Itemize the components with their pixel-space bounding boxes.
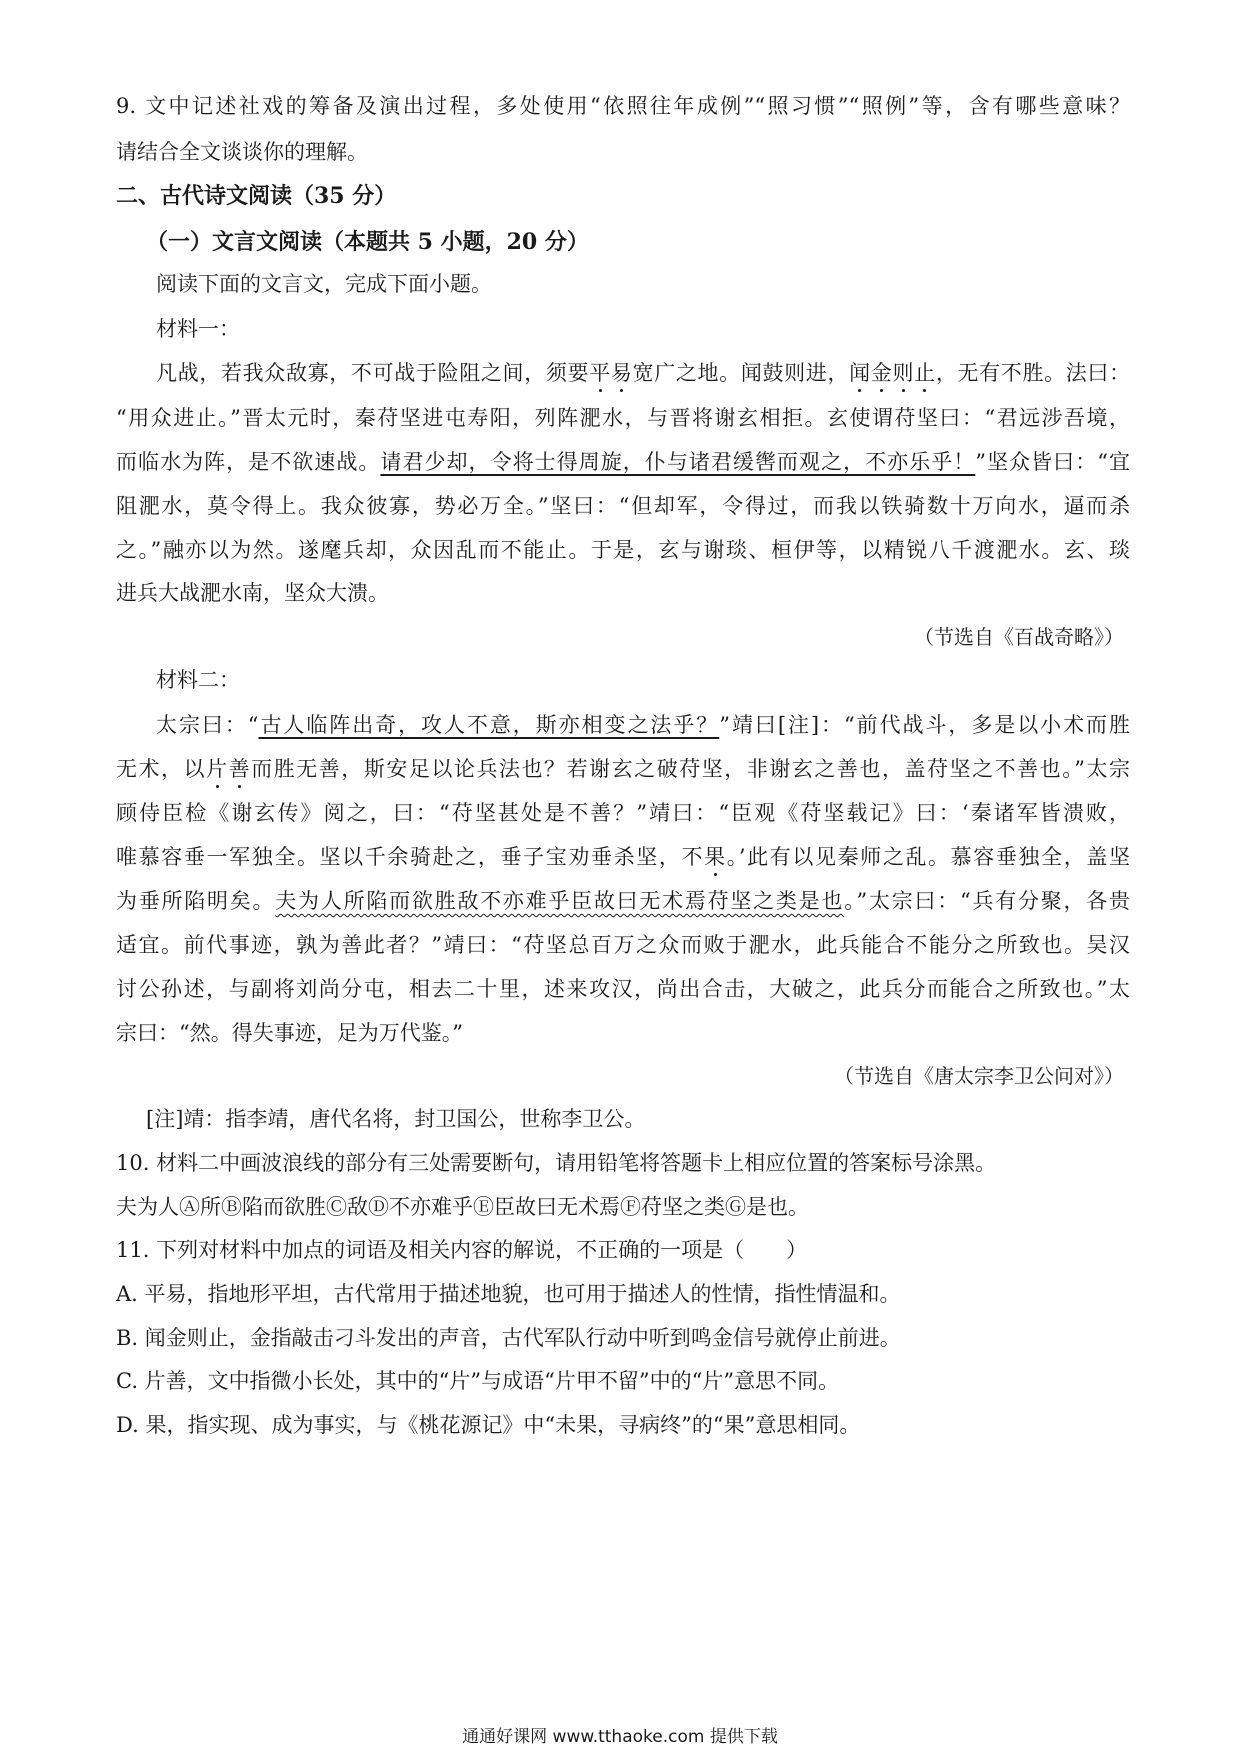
material2-label: 材料二： — [156, 668, 240, 692]
instruction: 阅读下面的文言文，完成下面小题。 — [156, 272, 492, 296]
emphasis-dot-char: 金 — [870, 361, 893, 385]
material1-label: 材料一： — [156, 317, 240, 341]
text-run: 而临水为阵，是不欲速战。 — [116, 450, 381, 474]
q10-sentence: 夫为人Ⓐ所Ⓑ陷而欲胜Ⓒ敌Ⓓ不亦难乎Ⓔ臣故曰无术焉Ⓕ苻坚之类Ⓖ是也。 — [116, 1195, 809, 1219]
emphasis-dot-char: 片 — [206, 757, 229, 781]
section-title: 二、古代诗文阅读（35 分） — [116, 183, 397, 209]
material2-line-7: 讨公孙述，与副将刘尚分屯，相去二十里，述来攻汉，尚出合击，大破之，此兵分而能合之所致也。”太 — [116, 977, 1130, 1001]
material2-line-4 — [116, 842, 1130, 872]
q11-stem: 11. 下列对材料中加点的词语及相关内容的解说，不正确的一项是（ ） — [116, 1238, 808, 1262]
q11-option-b: B. 闻金则止，金指敲击刁斗发出的声音，古代军队行动中听到鸣金信号就停止前进。 — [116, 1326, 901, 1350]
q11-option-d: D. 果，指实现、成为事实，与《桃花源记》中“未果，寻病终”的“果”意思相同。 — [116, 1413, 861, 1437]
emphasis-dot-char: 果 — [704, 845, 727, 869]
material1-line-5: 之。”融亦以为然。遂麾兵却，众因乱而不能止。于是，玄与谢琰、桓伊等，以精锐八千渡淝水。玄、琰 — [116, 538, 1130, 562]
material1-line-6: 进兵大战淝水南，坚众大溃。 — [116, 581, 389, 605]
q11-option-c: C. 片善，文中指微小长处，其中的“片”与成语“片甲不留”中的“片”意思不同。 — [116, 1369, 840, 1393]
emphasis-dot-char: 易 — [610, 361, 633, 385]
text-run: 。’此有以见秦师之乱。慕容垂独全，盖坚 — [726, 845, 1131, 869]
text-run: 为垂所陷明矣。 — [116, 889, 276, 913]
material2-line-5 — [116, 886, 1130, 916]
text-run: 凡战，若我众敌寡，不可战于险阻之间，须要 — [156, 361, 590, 385]
text-run: 宽广之地。闻鼓则进， — [632, 361, 850, 385]
material2-line-1 — [156, 710, 1130, 740]
emphasis-dot-char: 则 — [892, 361, 915, 385]
material1-line-1 — [156, 358, 1130, 388]
material1-line-2: “用众进止。”晋太元时，秦苻坚进屯寿阳，列阵淝水，与晋将谢玄相拒。玄使谓苻坚曰：“君远涉吾境， — [116, 406, 1130, 430]
material2-line-2 — [116, 754, 1130, 784]
sub-section-title: （一）文言文阅读（本题共 5 小题，20 分） — [146, 229, 589, 255]
dotted-word-pianshan — [206, 757, 251, 781]
material2-line-3: 顾侍臣检《谢玄传》阅之，曰：“苻坚甚处是不善？”靖曰：“臣观《苻坚载记》曰：‘秦诸军皆溃败， — [116, 801, 1130, 825]
text-run: ”坚众皆曰：“宜 — [975, 450, 1130, 474]
material2-line-6: 适宜。前代事迹，孰为善此者？”靖曰：“苻坚总百万之众而败于淝水，此兵能合不能分之所致也。吴汉 — [116, 933, 1130, 957]
material2-line-8: 宗曰：“然。得失事迹，足为万代鉴。” — [116, 1021, 463, 1045]
q9-line-2: 请结合全文谈谈你的理解。 — [116, 140, 368, 164]
text-run: 而胜无善，斯安足以论兵法也？若谢玄之破苻坚，非谢玄之善也，盖苻坚之不善也。”太宗 — [251, 757, 1131, 781]
material1-line-3 — [116, 447, 1130, 477]
annotation-note: [注]靖：指李靖，唐代名将，封卫国公，世称李卫公。 — [146, 1107, 646, 1131]
text-run: 太宗曰：“ — [156, 713, 259, 737]
material1-source: （节选自《百战奇略》） — [914, 625, 1124, 649]
dotted-word-guo — [704, 845, 727, 869]
emphasis-dot-char: 闻 — [849, 361, 871, 385]
text-run: 无术，以 — [116, 757, 207, 781]
dotted-word-wenjin — [849, 361, 936, 385]
material2-source: （节选自《唐太宗李卫公问对》） — [834, 1064, 1124, 1088]
emphasis-dot-char: 平 — [589, 361, 611, 385]
text-run: 。”太宗曰：“兵有分聚，各贵 — [844, 889, 1131, 913]
material1-line-4: 阻淝水，莫令得上。我众彼寡，势必万全。”坚曰：“但却军，令得过，而我以铁骑数十万向水，逼而杀 — [116, 494, 1130, 518]
dotted-word-pingyi — [589, 361, 632, 385]
underlined-sentence: 古人临阵出奇，攻人不意，斯亦相变之法乎？ — [258, 713, 720, 737]
underlined-sentence: 请君少却，令将士得周旋，仆与诸君缓辔而观之，不亦乐乎！ — [380, 450, 976, 474]
text-run: ”靖曰[注]：“前代战斗，多是以小术而胜 — [719, 713, 1130, 737]
q11-option-a: A. 平易，指地形平坦，古代常用于描述地貌，也可用于描述人的性情，指性情温和。 — [116, 1282, 901, 1306]
q9-line-1: 9. 文中记述社戏的筹备及演出过程，多处使用“依照往年成例”“照习惯”“照例”等，含有哪些意味？ — [116, 94, 1130, 118]
wavy-underlined-sentence: 夫为人所陷而欲胜敌不亦难乎臣故曰无术焉苻坚之类是也 — [275, 889, 845, 913]
emphasis-dot-char: 止 — [914, 361, 936, 385]
emphasis-dot-char: 善 — [228, 757, 252, 781]
text-run: 唯慕容垂一军独全。坚以千余骑赴之，垂子宝劝垂杀坚，不 — [116, 845, 705, 869]
text-run: ，无有不胜。法曰： — [935, 361, 1131, 385]
q10-stem: 10. 材料二中画波浪线的部分有三处需要断句，请用铅笔将答题卡上相应位置的答案标号涂黑。 — [116, 1151, 997, 1175]
footer-text: 通通好课网 www.tthaoke.com 提供下载 — [462, 1727, 778, 1747]
